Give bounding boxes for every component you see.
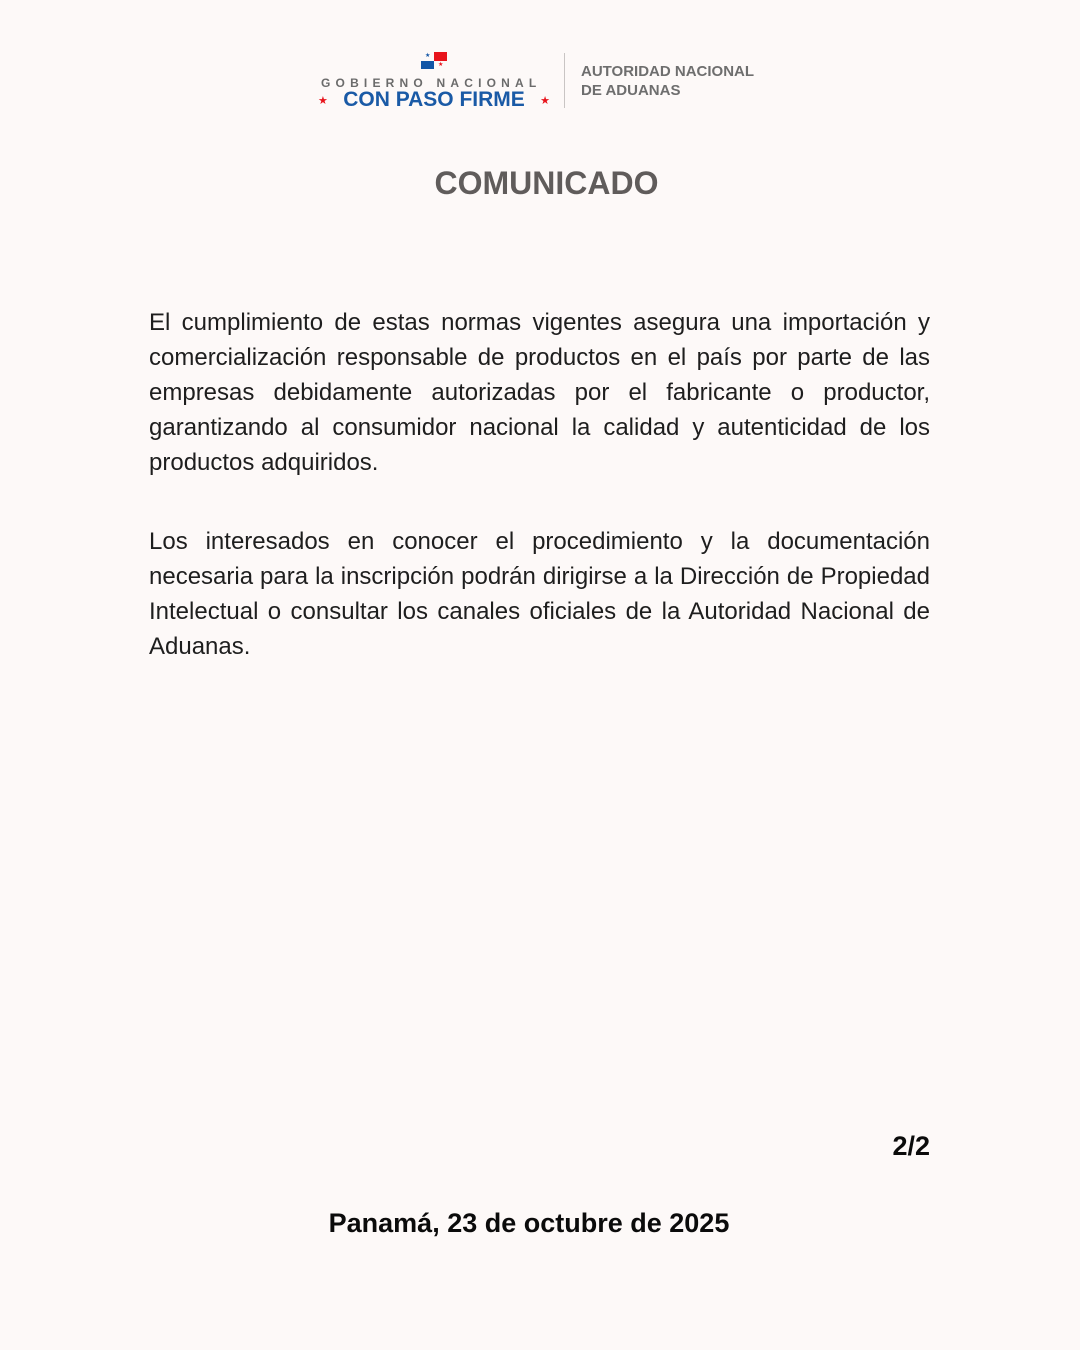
panama-flag-icon bbox=[421, 52, 447, 69]
slogan-text: CON PASO FIRME bbox=[343, 88, 525, 111]
place-date: Panamá, 23 de octubre de 2025 bbox=[328, 1208, 730, 1238]
paragraph-2: Los interesados en conocer el procedimiento y la documentación necesaria para la inscripción podrán dirigirse a la Dirección de Propiedad Intelectual o consultar los canales oficiales de la Autoridad Nacional de Aduanas. bbox=[149, 528, 930, 660]
agency-name bbox=[581, 62, 754, 100]
agency-name-line1: AUTORIDAD NACIONAL bbox=[581, 63, 755, 80]
page-indicator: 2/2 bbox=[892, 1131, 930, 1161]
flag-blue-star-icon: ★ bbox=[425, 53, 431, 59]
agency-name-line2: DE ADUANAS bbox=[581, 82, 681, 99]
header-logo-block bbox=[318, 50, 768, 112]
right-star-icon: ★ bbox=[540, 94, 550, 107]
document-title: COMUNICADO bbox=[434, 165, 659, 201]
logo-divider bbox=[564, 53, 565, 108]
left-star-icon: ★ bbox=[318, 94, 328, 107]
gobierno-nacional-label: GOBIERNO NACIONAL bbox=[321, 76, 542, 90]
flag-red-star-icon: ★ bbox=[438, 62, 444, 68]
paragraph-1: El cumplimiento de estas normas vigentes asegura una importación y comercialización responsable de productos en el país por parte de las empresas debidamente autorizadas por el fabricante o productor, garantizando al consumidor nacional la calidad y autenticidad de los productos adquiridos. bbox=[149, 309, 930, 476]
slogan-row bbox=[318, 88, 550, 112]
